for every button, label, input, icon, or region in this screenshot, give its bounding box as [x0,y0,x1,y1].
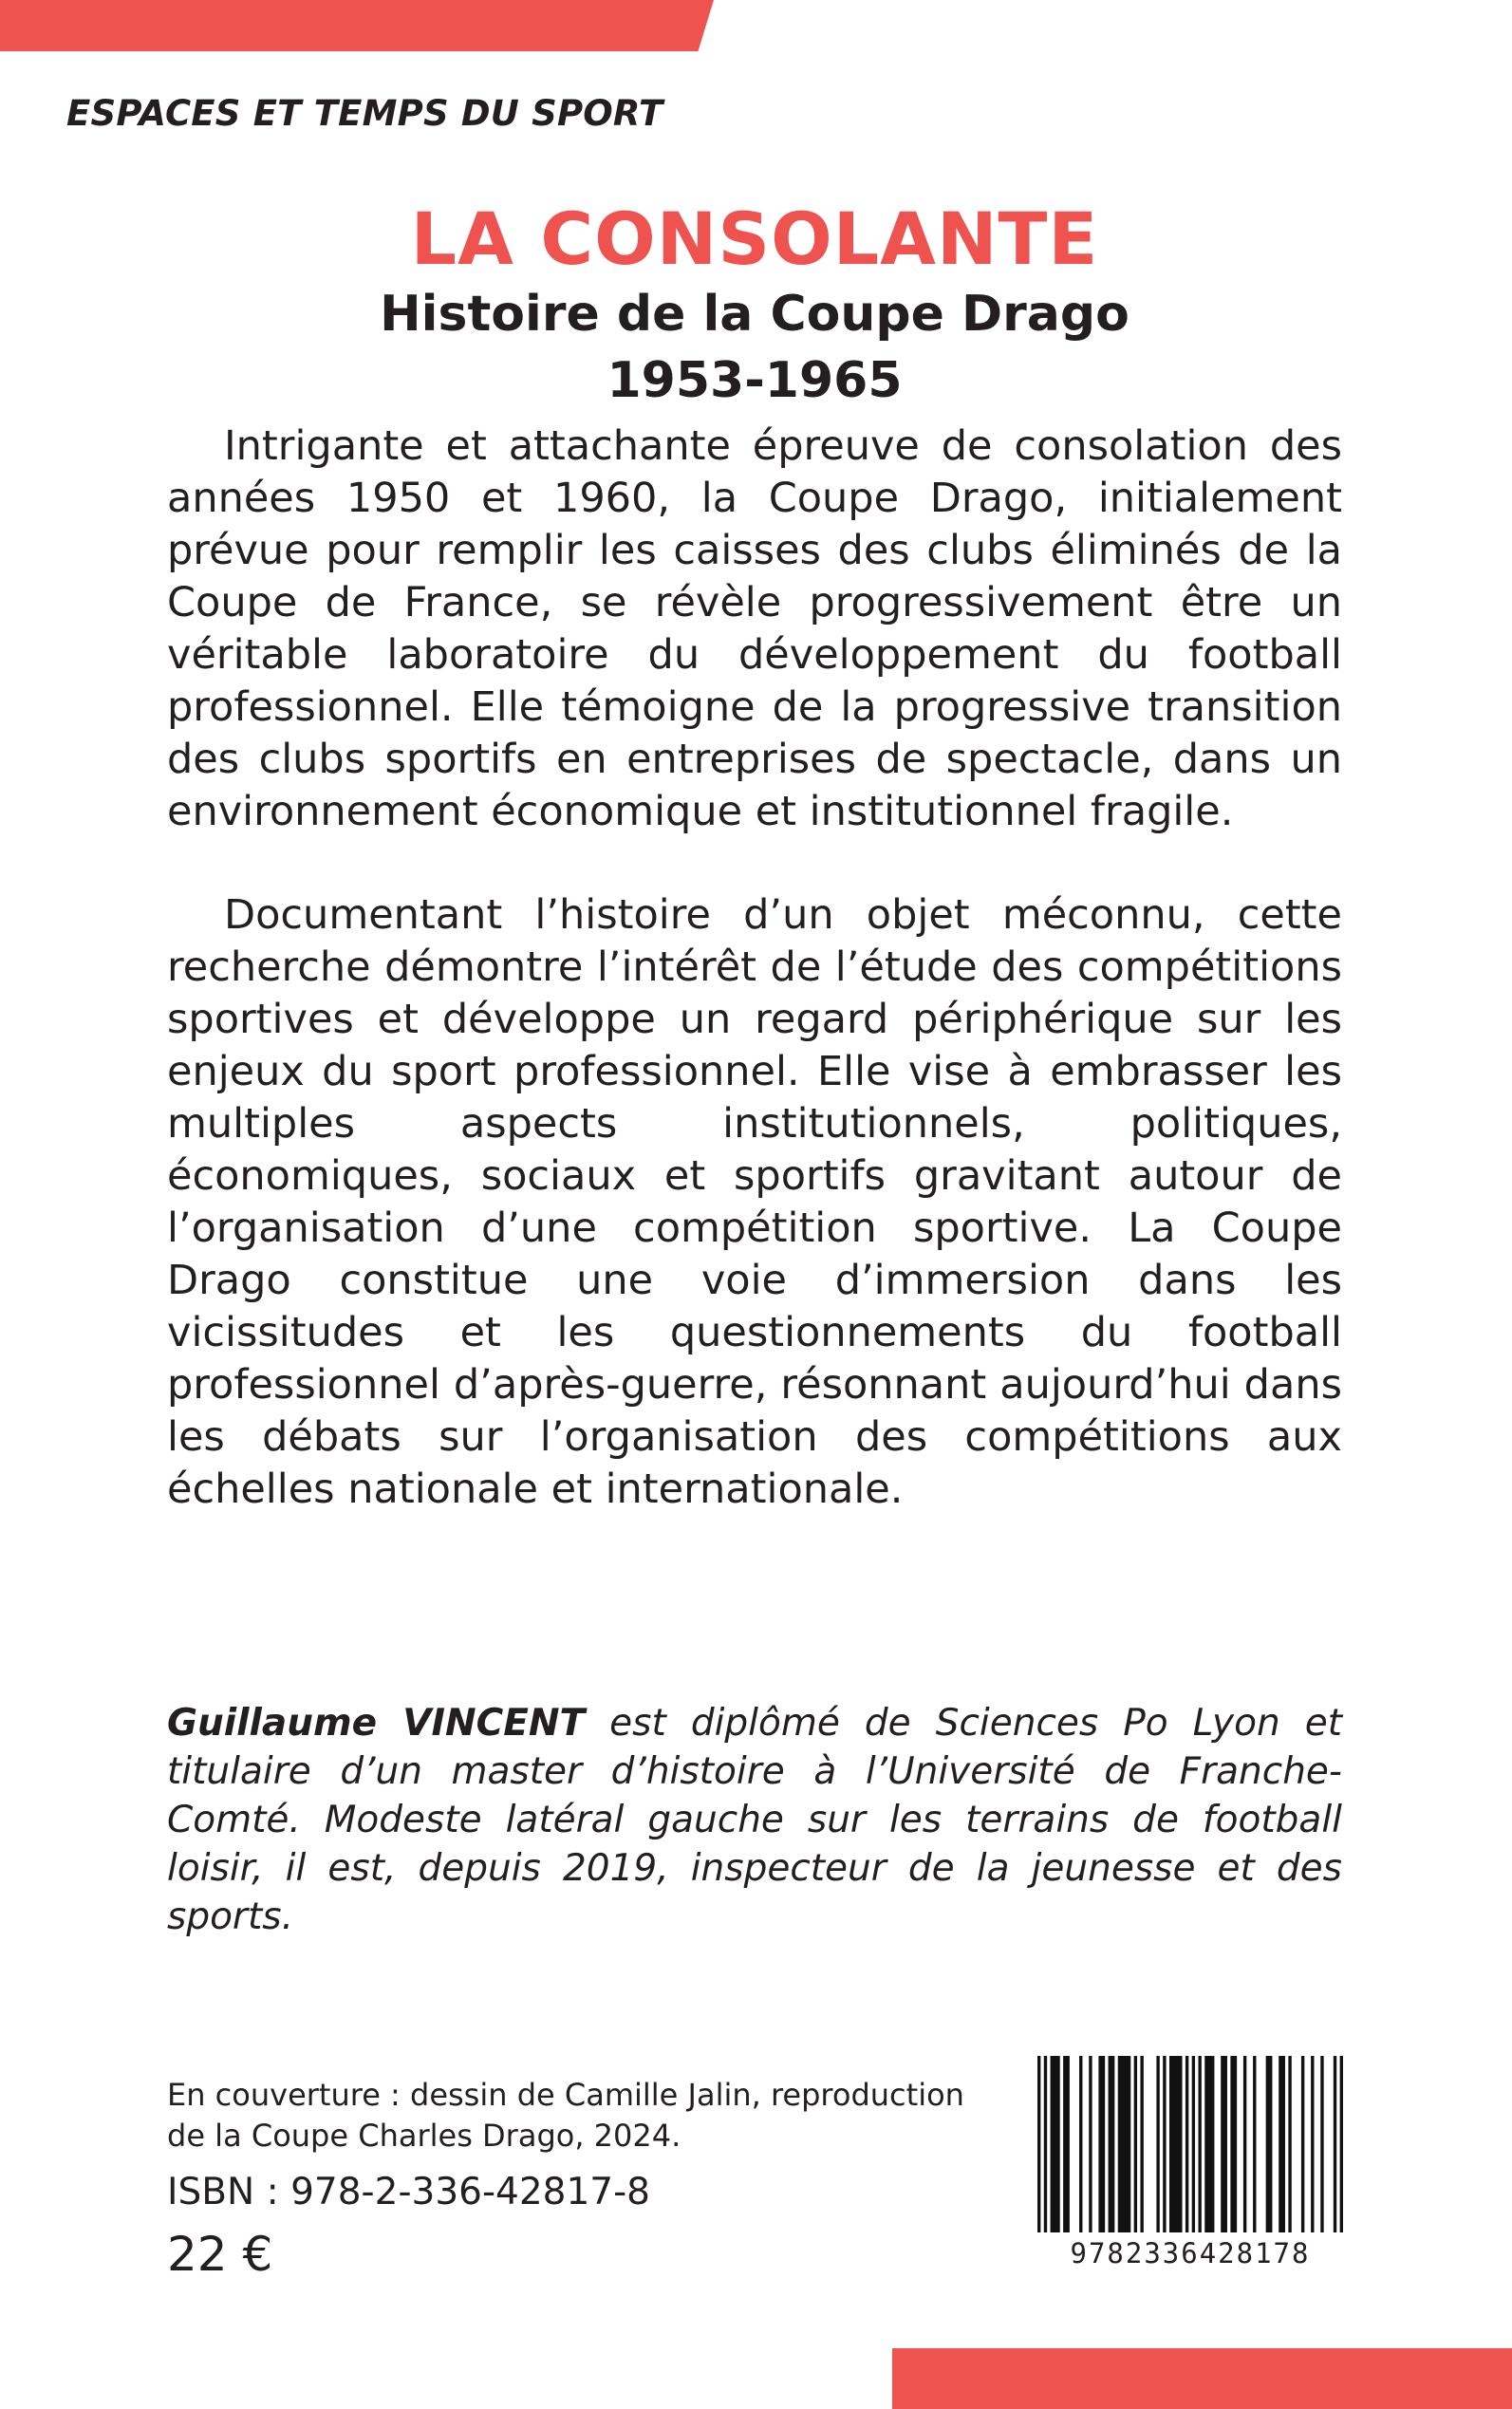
barcode-bar-7 [1109,2056,1115,2244]
barcode-bar-18 [1221,2056,1227,2244]
barcode-digits: 9782336428178 [1037,2232,1343,2274]
barcode-bar-8 [1118,2056,1131,2244]
barcode-bar-26 [1311,2056,1314,2244]
price: 22 € [167,2227,273,2282]
barcode-bar-29 [1340,2056,1343,2244]
blurb-paragraph-1: Intrigante et attachante épreuve de consolation des années 1950 et 1960, la Coupe Drago, initialement prévue pour remplir les caisses des clubs éliminés de la Coupe de France, se révèle progressivement être un véritable laboratoire du développement du football professionnel. Elle témoigne de la progressive transition des clubs sportifs en entreprises de spectacle, dans un environnement économique et institutionnel fragile. [167,422,1342,835]
barcode-bar-13 [1169,2056,1183,2244]
barcode-bar-4 [1079,2056,1082,2244]
author-name: Guillaume VINCENT [167,1702,586,1745]
book-title: LA CONSOLANTE [410,196,1099,281]
barcode-bar-19 [1230,2056,1237,2244]
collection-name: ESPACES ET TEMPS DU SPORT [66,93,663,134]
barcode-bar-12 [1163,2056,1166,2244]
barcode-bar-2 [1051,2056,1060,2244]
barcode-bar-5 [1089,2056,1092,2244]
barcode-bar-3 [1063,2056,1070,2244]
author-bio [167,1699,1342,1941]
barcode-bar-27 [1320,2056,1323,2244]
book-years: 1953-1965 [607,352,903,409]
blurb-paragraph-2: Documentant l’histoire d’un objet méconnu, cette recherche démontre l’intérêt de l’étude des compétitions sportives et développe un regard périphérique sur les enjeux du sport professionnel. Elle vise à embrasser les multiples aspects institutionnels, politiques, économiques, sociaux et sportifs gravitant autour de l’organisation d’une compétition sportive. La Coupe Drago constitue une voie d’immersion dans les vicissitudes et les questionnements du football professionnel d’après-guerre, résonnant aujourd’hui dans les débats sur l’organisation des compétitions aux échelles nationale et internationale. [167,891,1342,1513]
barcode-bar-20 [1243,2056,1246,2244]
barcode-bar-16 [1198,2056,1201,2244]
barcode-bar-1 [1044,2056,1047,2244]
bottom-accent-band [892,2348,1512,2409]
barcode-bar-22 [1266,2056,1273,2244]
cover-credit: En couverture : dessin de Camille Jalin, reproduction de la Coupe Charles Drago, 2024. [167,2077,964,2154]
barcode-bar-21 [1253,2056,1256,2244]
top-accent-band [0,0,714,51]
barcode-bar-0 [1037,2056,1040,2244]
barcode-bar-24 [1288,2056,1291,2244]
barcode-bar-11 [1156,2056,1159,2244]
title-block [161,190,1348,414]
barcode-bar-28 [1334,2056,1336,2244]
barcode [1037,2056,1343,2274]
barcode-bar-6 [1098,2056,1105,2244]
barcode-bar-14 [1185,2056,1188,2244]
book-subtitle: Histoire de la Coupe Drago [380,286,1129,343]
barcode-bar-9 [1134,2056,1137,2244]
barcode-bar-15 [1192,2056,1195,2244]
barcode-bar-17 [1204,2056,1214,2244]
barcode-bar-10 [1140,2056,1143,2244]
author-bio-text: est diplômé de Sciences Po Lyon et titulaire d’un master d’histoire à l’Université de Franche-Comté. Modeste latéral gauche sur les terrains de football loisir, il est, depuis 2019, inspecteur de la jeunesse et des sports. [167,1702,1343,1938]
barcode-bar-23 [1279,2056,1285,2244]
barcode-bar-25 [1301,2056,1304,2244]
isbn: ISBN : 978-2-336-42817-8 [167,2171,650,2213]
